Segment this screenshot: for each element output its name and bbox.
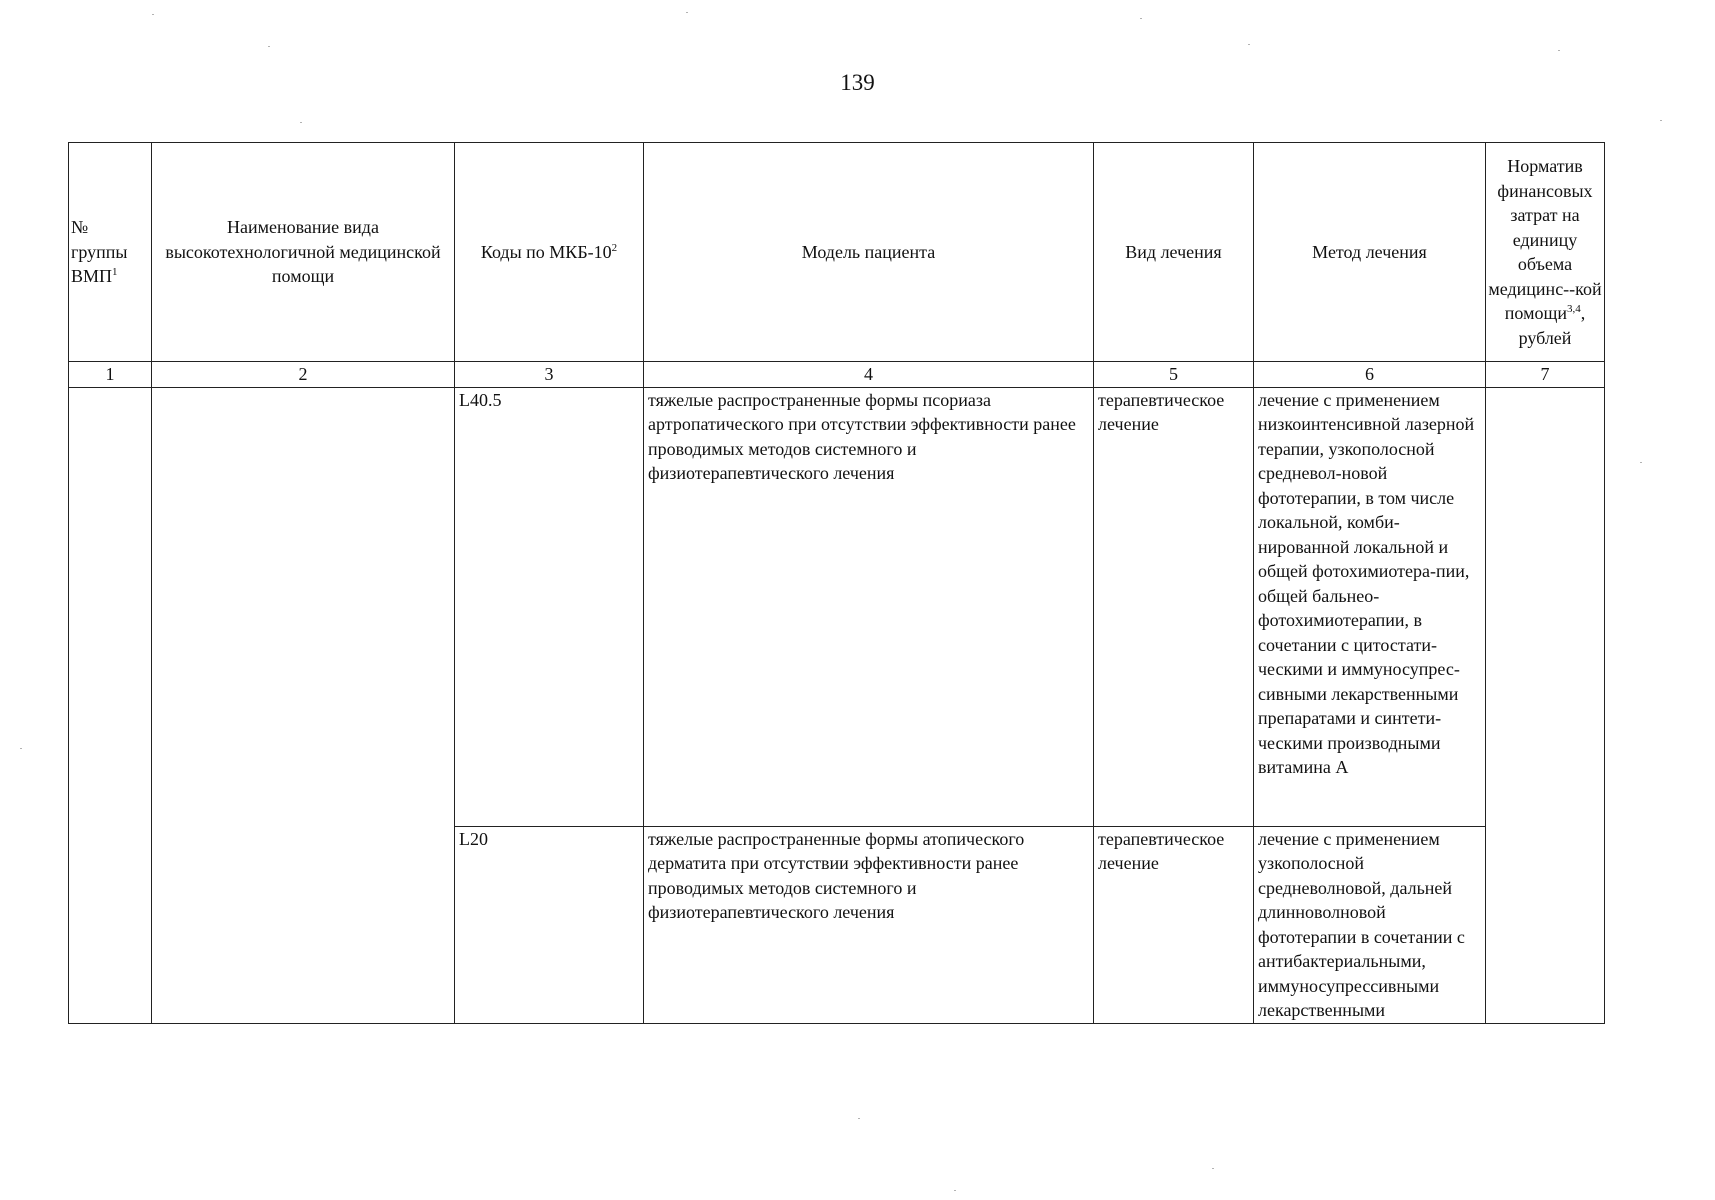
cost-standard-cell [1486,826,1605,1023]
scan-speck [1248,44,1250,45]
column-number: 7 [1486,362,1605,388]
scan-speck [152,14,154,15]
icd-code-cell: L20 [455,826,644,1023]
care-type-name-cell [152,826,455,1023]
header-care-type-name: Наименование вида высокотехнологичной медицинской помощи [152,143,455,362]
header-treatment-type: Вид лечения [1094,143,1254,362]
cost-standard-cell [1486,387,1605,826]
scan-speck [1640,462,1642,463]
scan-speck [1660,120,1662,121]
scan-speck [20,748,22,749]
scan-speck [1212,1168,1214,1169]
group-number-cell [69,387,152,826]
scan-speck [858,1118,860,1119]
scan-speck [1558,50,1560,51]
header-icd-codes: Коды по МКБ-$10^2$ [455,143,644,362]
patient-model-cell: тяжелые распространенные формы псориаза артропатического при отсутствии эффективности ранее проводимых методов системного и физиотерапевтического лечения [644,387,1094,826]
patient-model-cell: тяжелые распространенные формы атопического дерматита при отсутствии эффективности ранее проводимых методов системного и физиотерапевтического лечения [644,826,1094,1023]
scan-speck [686,12,688,13]
column-number: 5 [1094,362,1254,388]
column-numbers-row [69,362,1605,388]
column-number: 3 [455,362,644,388]
scan-speck [268,46,270,47]
treatment-method-cell: лечение с применением низкоинтенсивной лазерной терапии, узкополосной средневол-новой фототерапии, в том числе локальной, комби-нированной локальной и общей фотохимиотера-пии, общей бальнео-фотохимиотерапии, в сочетании с цитостати-ческими и иммуносупрес-сивными лекарственными препаратами и синтети-ческими производными витамина А [1254,387,1486,826]
table-row [69,387,1605,826]
vmp-table [68,142,1605,1024]
header-patient-model: Модель пациента [644,143,1094,362]
column-number: 2 [152,362,455,388]
column-number: 1 [69,362,152,388]
header-row [69,143,1605,362]
page-number: 139 [840,70,875,95]
scan-speck [954,1190,956,1191]
header-group-number: № группы ВМП$^1$ [69,143,152,362]
scan-speck [1140,18,1142,19]
group-number-cell [69,826,152,1023]
scan-speck [300,122,302,123]
treatment-method-cell: лечение с применением узкополосной средневолновой, дальней длинноволновой фототерапии в сочетании с антибактериальными, иммуносупрессивными лекарственными [1254,826,1486,1023]
header-treatment-method: Метод лечения [1254,143,1486,362]
treatment-type-cell: терапевтическое лечение [1094,387,1254,826]
column-number: 6 [1254,362,1486,388]
table-row [69,826,1605,1023]
header-cost-standard: Норматив финансовых затрат на единицу объема медицинс--кой помощи$^{3,4}$, рублей [1486,143,1605,362]
icd-code-cell: L40.5 [455,387,644,826]
treatment-type-cell: терапевтическое лечение [1094,826,1254,1023]
care-type-name-cell [152,387,455,826]
column-number: 4 [644,362,1094,388]
